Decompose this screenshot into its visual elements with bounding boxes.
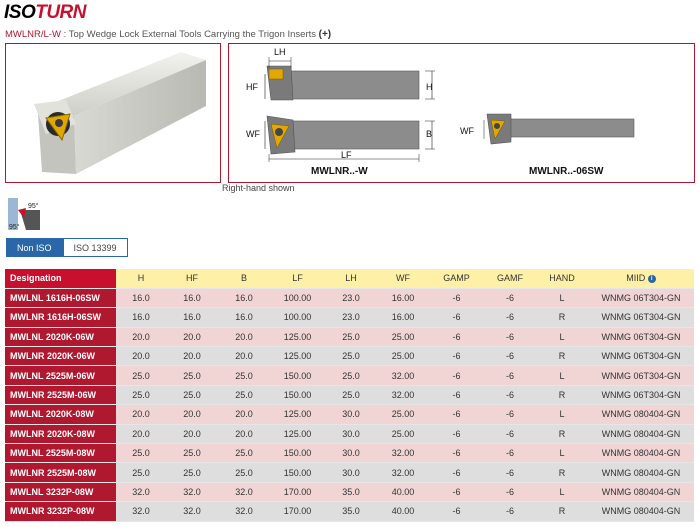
table-cell: 20.0 <box>116 405 166 424</box>
dim-wf-sw: WF <box>460 126 474 136</box>
table-cell: 170.00 <box>270 502 325 521</box>
table-cell: 25.0 <box>166 366 218 385</box>
col-hf[interactable]: HF <box>166 269 218 288</box>
table-cell: 23.0 <box>325 308 377 327</box>
table-cell: 25.00 <box>377 424 429 443</box>
table-cell: 150.00 <box>270 444 325 463</box>
table-cell: -6 <box>429 424 484 443</box>
standard-tabs <box>6 238 128 257</box>
table-cell: 125.00 <box>270 327 325 346</box>
dimension-drawing <box>229 44 694 182</box>
table-cell: -6 <box>484 327 536 346</box>
table-cell: -6 <box>429 347 484 366</box>
table-cell: 170.00 <box>270 482 325 501</box>
table-row[interactable] <box>5 463 694 482</box>
col-miid[interactable]: MIID i <box>588 269 694 288</box>
table-cell: 25.0 <box>218 463 270 482</box>
dim-wf: WF <box>246 129 260 139</box>
col-gamp[interactable]: GAMP <box>429 269 484 288</box>
table-cell: 125.00 <box>270 347 325 366</box>
table-cell: WNMG 080404-GN <box>588 502 694 521</box>
table-cell: 40.00 <box>377 482 429 501</box>
isoturn-logo: ISOTURN <box>4 2 87 23</box>
info-icon[interactable]: i <box>648 275 656 283</box>
table-cell: 30.0 <box>325 405 377 424</box>
table-cell: L <box>536 444 588 463</box>
table-cell: -6 <box>429 385 484 404</box>
col-lf[interactable]: LF <box>270 269 325 288</box>
table-cell: 16.0 <box>218 308 270 327</box>
table-cell: R <box>536 502 588 521</box>
table-cell: R <box>536 424 588 443</box>
table-cell: 23.0 <box>325 288 377 307</box>
table-cell: 32.0 <box>166 502 218 521</box>
table-cell: 32.0 <box>116 482 166 501</box>
table-cell: 32.0 <box>166 482 218 501</box>
table-cell: 30.0 <box>325 424 377 443</box>
table-cell: WNMG 06T304-GN <box>588 366 694 385</box>
table-cell: 125.00 <box>270 424 325 443</box>
table-cell: 35.0 <box>325 482 377 501</box>
table-cell: 25.0 <box>218 385 270 404</box>
table-cell: 16.0 <box>116 288 166 307</box>
table-cell: WNMG 080404-GN <box>588 444 694 463</box>
table-cell: 150.00 <box>270 385 325 404</box>
designation-link[interactable]: MWLNR 1616H-06SW <box>5 308 116 327</box>
table-cell: 20.0 <box>116 424 166 443</box>
table-cell: -6 <box>429 502 484 521</box>
table-cell: 32.00 <box>377 463 429 482</box>
table-cell: 20.0 <box>166 347 218 366</box>
table-cell: 40.00 <box>377 502 429 521</box>
dim-b: B <box>426 129 433 139</box>
table-cell: 25.00 <box>377 347 429 366</box>
table-cell: WNMG 080404-GN <box>588 424 694 443</box>
table-cell: 30.0 <box>325 444 377 463</box>
designation-link[interactable]: MWLNL 3232P-08W <box>5 482 116 501</box>
table-cell: 16.00 <box>377 308 429 327</box>
table-cell: R <box>536 463 588 482</box>
table-cell: L <box>536 366 588 385</box>
table-cell: 20.0 <box>218 327 270 346</box>
table-cell: WNMG 06T304-GN <box>588 385 694 404</box>
table-cell: -6 <box>429 444 484 463</box>
table-cell: WNMG 06T304-GN <box>588 347 694 366</box>
table-cell: R <box>536 385 588 404</box>
tool-holder-image <box>6 44 220 182</box>
designation-link[interactable]: MWLNL 2525M-06W <box>5 366 116 385</box>
table-cell: -6 <box>429 405 484 424</box>
table-cell: 20.0 <box>218 424 270 443</box>
technical-drawing-panel <box>228 43 695 183</box>
designation-link[interactable]: MWLNL 2525M-08W <box>5 444 116 463</box>
table-cell: -6 <box>484 463 536 482</box>
designation-link[interactable]: MWLNR 3232P-08W <box>5 502 116 521</box>
designation-link[interactable]: MWLNR 2525M-06W <box>5 385 116 404</box>
table-row[interactable] <box>5 405 694 424</box>
table-cell: 32.00 <box>377 366 429 385</box>
table-cell: -6 <box>484 424 536 443</box>
table-body <box>5 288 694 521</box>
table-cell: 25.0 <box>116 444 166 463</box>
table-cell: -6 <box>429 308 484 327</box>
col-designation[interactable]: Designation <box>5 269 116 288</box>
table-cell: 30.0 <box>325 463 377 482</box>
table-cell: L <box>536 405 588 424</box>
designation-link[interactable]: MWLNL 1616H-06SW <box>5 288 116 307</box>
svg-text:95°: 95° <box>28 203 39 210</box>
table-cell: 20.0 <box>116 347 166 366</box>
table-cell: 25.0 <box>166 444 218 463</box>
table-cell: 125.00 <box>270 405 325 424</box>
dim-lh: LH <box>274 47 286 57</box>
table-cell: 25.0 <box>325 327 377 346</box>
col-b[interactable]: B <box>218 269 270 288</box>
table-cell: -6 <box>429 366 484 385</box>
table-cell: 32.00 <box>377 444 429 463</box>
table-cell: -6 <box>484 366 536 385</box>
table-cell: 150.00 <box>270 463 325 482</box>
table-row[interactable] <box>5 424 694 443</box>
table-cell: 35.0 <box>325 502 377 521</box>
table-cell: L <box>536 327 588 346</box>
table-cell: 32.0 <box>116 502 166 521</box>
product-image-panel <box>5 43 221 183</box>
table-row[interactable] <box>5 502 694 521</box>
table-cell: -6 <box>429 327 484 346</box>
table-cell: 20.0 <box>166 424 218 443</box>
table-cell: 25.0 <box>218 444 270 463</box>
sw-shank <box>509 119 634 137</box>
shank-top-view <box>279 121 419 149</box>
col-h[interactable]: H <box>116 269 166 288</box>
table-cell: L <box>536 482 588 501</box>
table-cell: 20.0 <box>218 347 270 366</box>
table-cell: WNMG 080404-GN <box>588 482 694 501</box>
table-cell: 25.0 <box>325 366 377 385</box>
table-cell: 16.0 <box>166 288 218 307</box>
table-cell: 25.0 <box>325 385 377 404</box>
table-cell: 32.0 <box>218 482 270 501</box>
table-cell: WNMG 080404-GN <box>588 463 694 482</box>
table-cell: -6 <box>484 444 536 463</box>
table-row[interactable] <box>5 482 694 501</box>
table-row[interactable] <box>5 385 694 404</box>
table-cell: WNMG 080404-GN <box>588 405 694 424</box>
approach-angle-icon <box>6 196 46 234</box>
table-cell: 25.0 <box>116 463 166 482</box>
table-cell: R <box>536 308 588 327</box>
table-cell: WNMG 06T304-GN <box>588 308 694 327</box>
label-mwlnr-w: MWLNR..-W <box>311 166 368 177</box>
table-cell: 16.0 <box>116 308 166 327</box>
product-table <box>5 269 694 522</box>
table-cell: WNMG 06T304-GN <box>588 327 694 346</box>
table-row[interactable] <box>5 327 694 346</box>
table-row[interactable] <box>5 366 694 385</box>
table-cell: WNMG 06T304-GN <box>588 288 694 307</box>
table-cell: 16.0 <box>166 308 218 327</box>
table-cell: -6 <box>429 482 484 501</box>
table-cell: 32.0 <box>218 502 270 521</box>
product-subtitle <box>5 29 331 40</box>
table-cell: R <box>536 347 588 366</box>
designation-link[interactable]: MWLNR 2020K-06W <box>5 347 116 366</box>
table-cell: -6 <box>484 405 536 424</box>
table-cell: 25.0 <box>218 366 270 385</box>
table-cell: -6 <box>484 385 536 404</box>
table-cell: -6 <box>484 347 536 366</box>
table-row[interactable] <box>5 347 694 366</box>
dim-lf: LF <box>341 150 352 160</box>
table-cell: -6 <box>484 482 536 501</box>
table-cell: 25.00 <box>377 405 429 424</box>
table-cell: -6 <box>484 288 536 307</box>
table-cell: 20.0 <box>166 405 218 424</box>
svg-text:95°: 95° <box>9 224 20 231</box>
table-cell: 20.0 <box>218 405 270 424</box>
product-code: MWLNR/L-W <box>5 29 61 40</box>
table-cell: 25.0 <box>166 385 218 404</box>
col-gamf[interactable]: GAMF <box>484 269 536 288</box>
expand-plus-button[interactable]: (+) <box>318 29 332 40</box>
table-cell: 20.0 <box>166 327 218 346</box>
tab-iso-13399[interactable]: ISO 13399 <box>63 238 128 257</box>
table-cell: 25.00 <box>377 327 429 346</box>
table-cell: -6 <box>484 308 536 327</box>
table-cell: 25.0 <box>116 385 166 404</box>
table-cell: 100.00 <box>270 288 325 307</box>
table-row[interactable] <box>5 308 694 327</box>
dim-h: H <box>426 82 433 92</box>
designation-link[interactable]: MWLNL 2020K-08W <box>5 405 116 424</box>
designation-link[interactable]: MWLNL 2020K-06W <box>5 327 116 346</box>
table-cell: -6 <box>429 288 484 307</box>
table-cell: 150.00 <box>270 366 325 385</box>
table-cell: -6 <box>429 463 484 482</box>
shank-side-view <box>279 71 419 99</box>
image-caption: Right-hand shown <box>222 183 295 193</box>
table-cell: -6 <box>484 502 536 521</box>
tab-non-iso[interactable]: Non ISO <box>6 238 63 257</box>
table-cell: 32.00 <box>377 385 429 404</box>
insert-side <box>269 69 283 79</box>
table-cell: 25.0 <box>166 463 218 482</box>
col-wf[interactable]: WF <box>377 269 429 288</box>
dim-hf: HF <box>246 82 258 92</box>
table-cell: 16.0 <box>218 288 270 307</box>
table-header-row <box>5 269 694 288</box>
table-row[interactable] <box>5 444 694 463</box>
table-cell: 100.00 <box>270 308 325 327</box>
table-cell: 16.00 <box>377 288 429 307</box>
table-row[interactable] <box>5 288 694 307</box>
col-lh[interactable]: LH <box>325 269 377 288</box>
table-cell: 25.0 <box>325 347 377 366</box>
table-cell: 20.0 <box>116 327 166 346</box>
designation-link[interactable]: MWLNR 2020K-08W <box>5 424 116 443</box>
col-hand[interactable]: HAND <box>536 269 588 288</box>
product-description: : Top Wedge Lock External Tools Carrying the Trigon Inserts <box>60 29 319 40</box>
table-cell: 25.0 <box>116 366 166 385</box>
label-mwlnr-06sw: MWLNR..-06SW <box>529 166 604 177</box>
table-cell: L <box>536 288 588 307</box>
designation-link[interactable]: MWLNR 2525M-08W <box>5 463 116 482</box>
